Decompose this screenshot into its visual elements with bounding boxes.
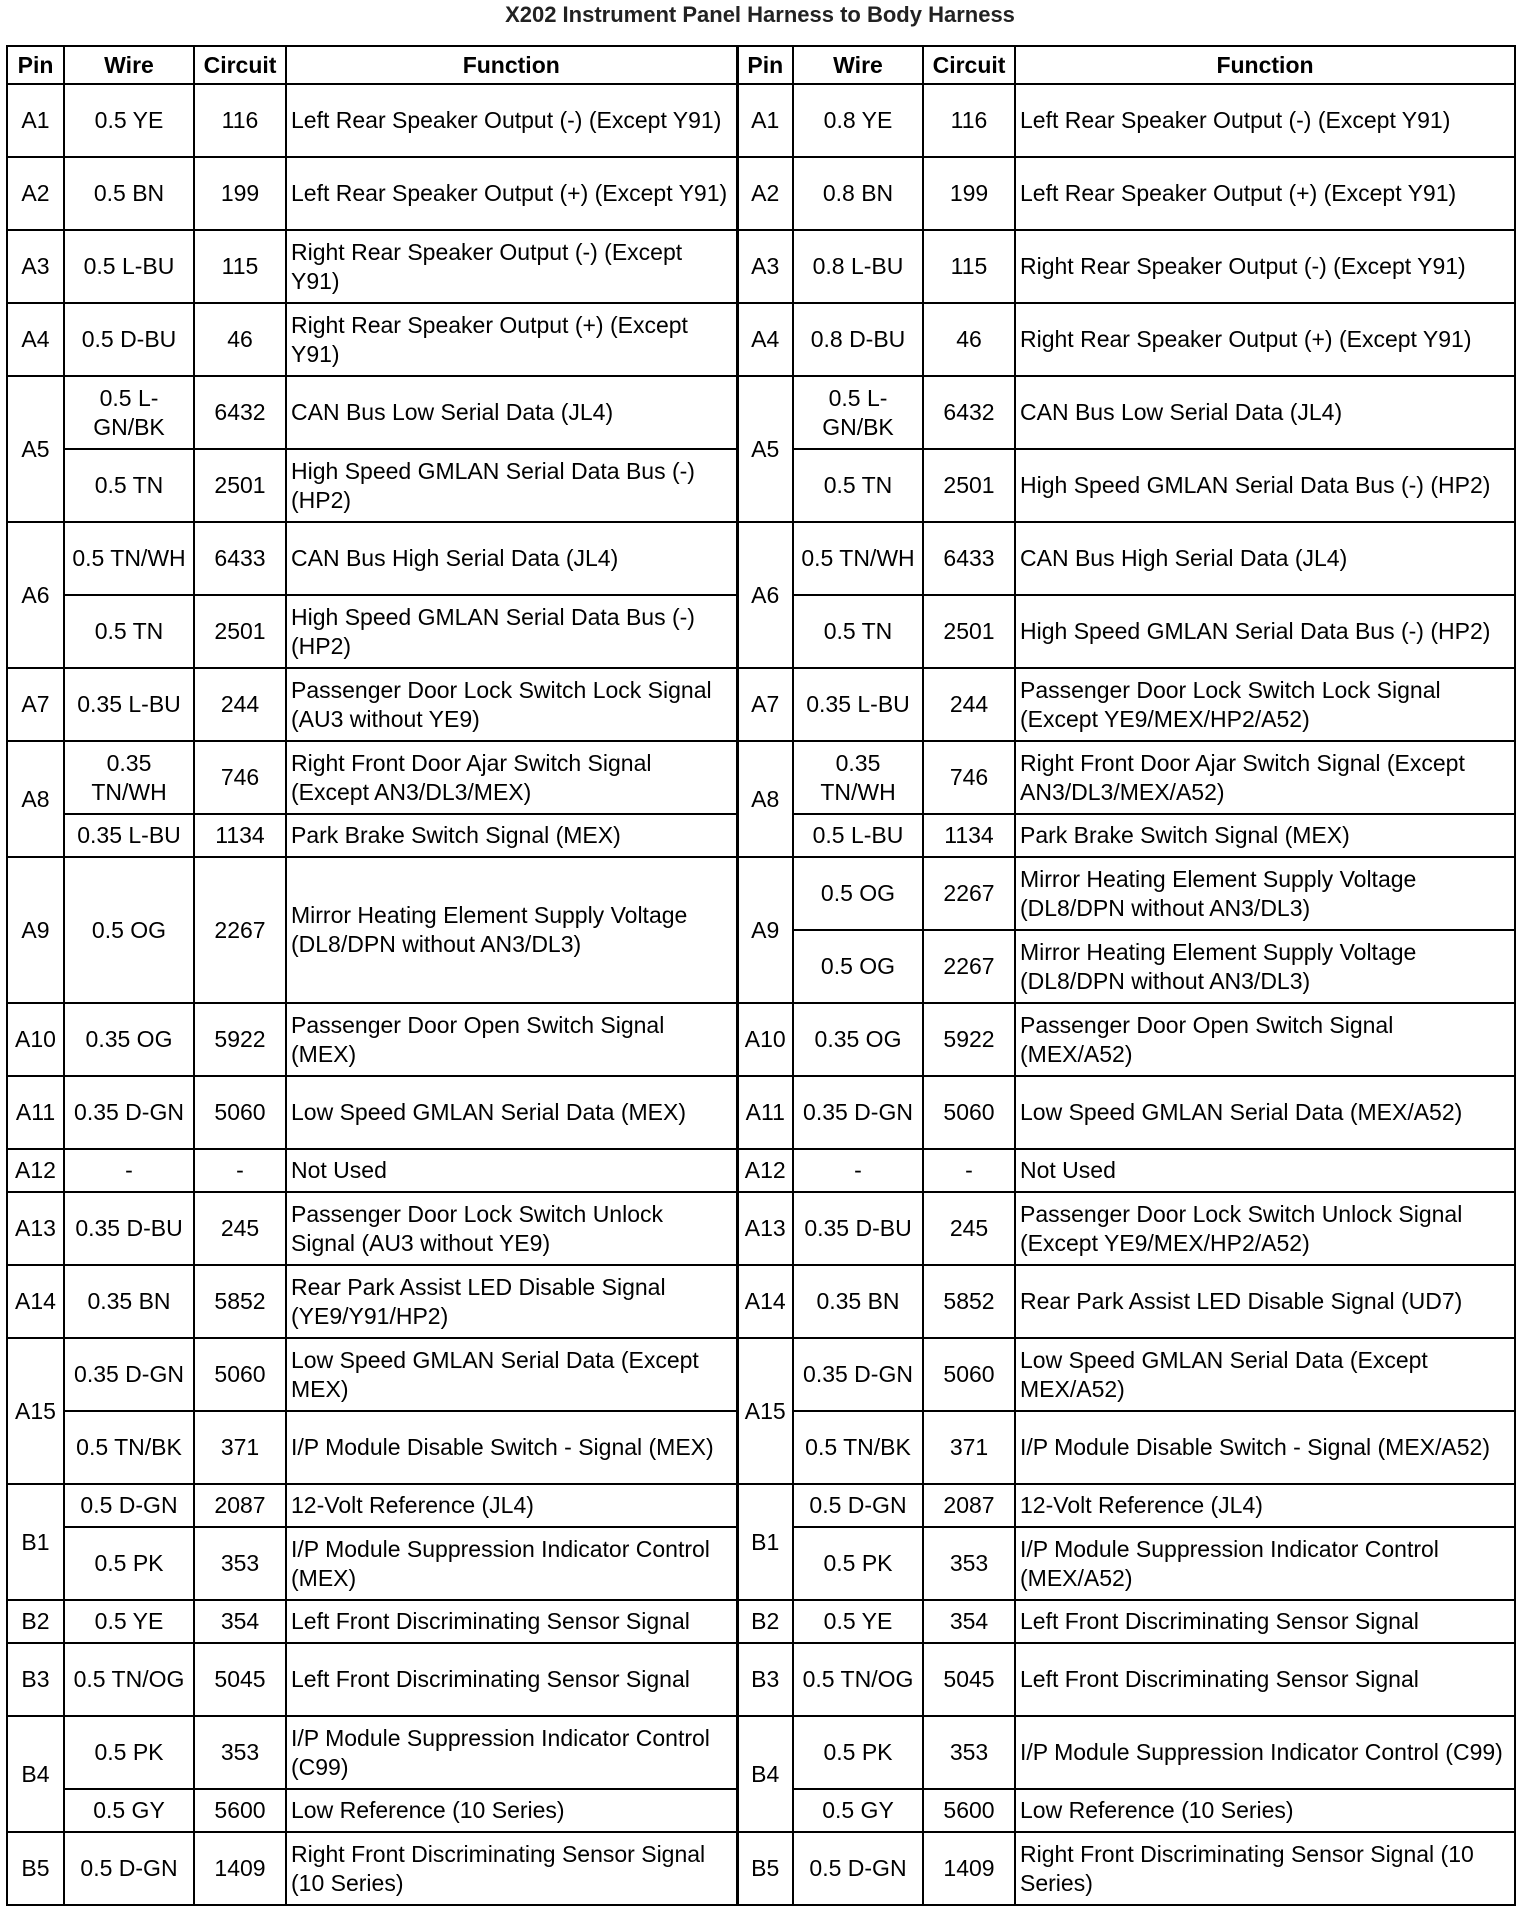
wire-cell: 0.5 GY <box>793 1789 923 1832</box>
pin-cell: A6 <box>737 522 793 668</box>
circuit-cell: 6432 <box>923 376 1015 449</box>
function-cell: Left Front Discriminating Sensor Signal <box>286 1600 737 1643</box>
wire-cell: 0.5 L-GN/BK <box>793 376 923 449</box>
circuit-cell: 5045 <box>194 1643 286 1716</box>
wire-cell: 0.5 L-GN/BK <box>64 376 194 449</box>
function-cell: Low Speed GMLAN Serial Data (Except MEX/A52) <box>1015 1338 1515 1411</box>
wire-cell: - <box>793 1149 923 1192</box>
table-row <box>7 741 1515 814</box>
function-cell: Passenger Door Lock Switch Unlock Signal (AU3 without YE9) <box>286 1192 737 1265</box>
function-cell: I/P Module Suppression Indicator Control (MEX) <box>286 1527 737 1600</box>
table-row <box>7 1192 1515 1265</box>
function-cell: CAN Bus High Serial Data (JL4) <box>1015 522 1515 595</box>
wire-cell: 0.35 BN <box>793 1265 923 1338</box>
pin-cell: A5 <box>7 376 64 522</box>
pin-cell: A10 <box>7 1003 64 1076</box>
circuit-cell: 116 <box>923 84 1015 157</box>
function-cell: 12-Volt Reference (JL4) <box>286 1484 737 1527</box>
wire-cell: 0.35 D-BU <box>64 1192 194 1265</box>
function-cell: Left Front Discriminating Sensor Signal <box>1015 1600 1515 1643</box>
circuit-cell: 245 <box>194 1192 286 1265</box>
circuit-cell: 746 <box>194 741 286 814</box>
wire-cell: 0.5 D-GN <box>793 1484 923 1527</box>
function-cell: High Speed GMLAN Serial Data Bus (-) (HP2) <box>1015 595 1515 668</box>
function-cell: Right Rear Speaker Output (+) (Except Y91) <box>286 303 737 376</box>
circuit-cell: 5600 <box>194 1789 286 1832</box>
pin-cell: A3 <box>737 230 793 303</box>
pin-cell: B2 <box>737 1600 793 1643</box>
circuit-cell: 353 <box>194 1527 286 1600</box>
function-cell: Passenger Door Lock Switch Lock Signal (AU3 without YE9) <box>286 668 737 741</box>
circuit-cell: - <box>923 1149 1015 1192</box>
function-cell: Park Brake Switch Signal (MEX) <box>1015 814 1515 857</box>
wire-cell: 0.5 BN <box>64 157 194 230</box>
function-cell: I/P Module Disable Switch - Signal (MEX/A52) <box>1015 1411 1515 1484</box>
wire-cell: 0.5 TN/BK <box>793 1411 923 1484</box>
circuit-cell: 353 <box>923 1527 1015 1600</box>
header-row <box>7 46 1515 84</box>
pin-cell: A7 <box>737 668 793 741</box>
function-cell: Right Rear Speaker Output (-) (Except Y91) <box>1015 230 1515 303</box>
circuit-cell: 245 <box>923 1192 1015 1265</box>
wire-cell: 0.5 D-GN <box>64 1832 194 1905</box>
wire-cell: 0.5 D-GN <box>793 1832 923 1905</box>
wire-cell: 0.5 PK <box>64 1527 194 1600</box>
wire-cell: 0.35 L-BU <box>793 668 923 741</box>
function-cell: I/P Module Disable Switch - Signal (MEX) <box>286 1411 737 1484</box>
circuit-cell: 199 <box>923 157 1015 230</box>
wire-cell: 0.5 PK <box>793 1527 923 1600</box>
circuit-cell: 6433 <box>923 522 1015 595</box>
pin-cell: A13 <box>7 1192 64 1265</box>
header-circuit: Circuit <box>923 46 1015 84</box>
circuit-cell: 199 <box>194 157 286 230</box>
function-cell: Right Front Door Ajar Switch Signal (Except AN3/DL3/MEX) <box>286 741 737 814</box>
function-cell: Left Rear Speaker Output (+) (Except Y91) <box>286 157 737 230</box>
wire-cell: 0.8 YE <box>793 84 923 157</box>
function-cell: Mirror Heating Element Supply Voltage (DL8/DPN without AN3/DL3) <box>1015 857 1515 930</box>
circuit-cell: 371 <box>923 1411 1015 1484</box>
header-function: Function <box>1015 46 1515 84</box>
function-cell: Rear Park Assist LED Disable Signal (YE9/Y91/HP2) <box>286 1265 737 1338</box>
table-row <box>7 1643 1515 1716</box>
circuit-cell: 5060 <box>923 1076 1015 1149</box>
function-cell: Low Speed GMLAN Serial Data (MEX/A52) <box>1015 1076 1515 1149</box>
function-cell: Passenger Door Open Switch Signal (MEX/A52) <box>1015 1003 1515 1076</box>
pin-cell: A14 <box>7 1265 64 1338</box>
function-cell: Passenger Door Open Switch Signal (MEX) <box>286 1003 737 1076</box>
function-cell: Park Brake Switch Signal (MEX) <box>286 814 737 857</box>
function-cell: CAN Bus Low Serial Data (JL4) <box>1015 376 1515 449</box>
wire-cell: 0.5 TN/OG <box>793 1643 923 1716</box>
header-pin: Pin <box>7 46 64 84</box>
circuit-cell: 5852 <box>194 1265 286 1338</box>
pin-cell: A9 <box>7 857 64 1003</box>
function-cell: Left Rear Speaker Output (-) (Except Y91) <box>1015 84 1515 157</box>
function-cell: Right Rear Speaker Output (+) (Except Y91) <box>1015 303 1515 376</box>
circuit-cell: 2087 <box>923 1484 1015 1527</box>
function-cell: High Speed GMLAN Serial Data Bus (-) (HP2) <box>286 595 737 668</box>
circuit-cell: 1134 <box>923 814 1015 857</box>
function-cell: Low Speed GMLAN Serial Data (MEX) <box>286 1076 737 1149</box>
wire-cell: 0.5 PK <box>793 1716 923 1789</box>
circuit-cell: 244 <box>194 668 286 741</box>
circuit-cell: 5922 <box>194 1003 286 1076</box>
circuit-cell: 2087 <box>194 1484 286 1527</box>
pin-cell: A9 <box>737 857 793 1003</box>
circuit-cell: 116 <box>194 84 286 157</box>
table-row <box>7 230 1515 303</box>
circuit-cell: 2267 <box>194 857 286 1003</box>
circuit-cell: 2267 <box>923 930 1015 1003</box>
circuit-cell: 2501 <box>923 595 1015 668</box>
wire-cell: 0.5 TN <box>64 595 194 668</box>
connector-table <box>6 45 1516 1906</box>
table-row <box>7 1832 1515 1905</box>
circuit-cell: 5045 <box>923 1643 1015 1716</box>
circuit-cell: 1134 <box>194 814 286 857</box>
pin-cell: B4 <box>7 1716 64 1832</box>
circuit-cell: - <box>194 1149 286 1192</box>
pin-cell: A10 <box>737 1003 793 1076</box>
header-function: Function <box>286 46 737 84</box>
wire-cell: 0.5 TN/OG <box>64 1643 194 1716</box>
pin-cell: B3 <box>737 1643 793 1716</box>
wire-cell: 0.35 TN/WH <box>793 741 923 814</box>
function-cell: Right Front Discriminating Sensor Signal (10 Series) <box>286 1832 737 1905</box>
wire-cell: 0.35 D-GN <box>793 1338 923 1411</box>
circuit-cell: 2267 <box>923 857 1015 930</box>
wire-cell: 0.5 TN/WH <box>793 522 923 595</box>
circuit-cell: 354 <box>923 1600 1015 1643</box>
wire-cell: 0.5 L-BU <box>793 814 923 857</box>
wire-cell: 0.5 L-BU <box>64 230 194 303</box>
table-row <box>7 376 1515 449</box>
function-cell: Rear Park Assist LED Disable Signal (UD7) <box>1015 1265 1515 1338</box>
wire-cell: 0.8 D-BU <box>793 303 923 376</box>
table-row <box>7 1003 1515 1076</box>
table-row <box>7 1149 1515 1192</box>
header-pin: Pin <box>737 46 793 84</box>
circuit-cell: 5060 <box>194 1076 286 1149</box>
pin-cell: A11 <box>737 1076 793 1149</box>
circuit-cell: 46 <box>194 303 286 376</box>
circuit-cell: 353 <box>923 1716 1015 1789</box>
page-title: X202 Instrument Panel Harness to Body Harness <box>505 2 1015 27</box>
pin-cell: A5 <box>737 376 793 522</box>
function-cell: High Speed GMLAN Serial Data Bus (-) (HP2) <box>286 449 737 522</box>
function-cell: CAN Bus Low Serial Data (JL4) <box>286 376 737 449</box>
wire-cell: 0.8 L-BU <box>793 230 923 303</box>
function-cell: Low Reference (10 Series) <box>1015 1789 1515 1832</box>
header-circuit: Circuit <box>194 46 286 84</box>
wire-cell: - <box>64 1149 194 1192</box>
wire-cell: 0.35 OG <box>64 1003 194 1076</box>
pin-cell: B1 <box>7 1484 64 1600</box>
circuit-cell: 371 <box>194 1411 286 1484</box>
pin-cell: A7 <box>7 668 64 741</box>
function-cell: I/P Module Suppression Indicator Control (C99) <box>1015 1716 1515 1789</box>
wire-cell: 0.8 BN <box>793 157 923 230</box>
circuit-cell: 5600 <box>923 1789 1015 1832</box>
wire-cell: 0.35 D-GN <box>64 1076 194 1149</box>
function-cell: Left Rear Speaker Output (-) (Except Y91) <box>286 84 737 157</box>
pin-cell: B2 <box>7 1600 64 1643</box>
wire-cell: 0.35 BN <box>64 1265 194 1338</box>
table-row <box>7 84 1515 157</box>
function-cell: I/P Module Suppression Indicator Control (C99) <box>286 1716 737 1789</box>
wire-cell: 0.35 L-BU <box>64 668 194 741</box>
wire-cell: 0.5 PK <box>64 1716 194 1789</box>
table-row <box>7 1076 1515 1149</box>
function-cell: Left Front Discriminating Sensor Signal <box>1015 1643 1515 1716</box>
wire-cell: 0.35 OG <box>793 1003 923 1076</box>
wire-cell: 0.35 D-GN <box>64 1338 194 1411</box>
function-cell: High Speed GMLAN Serial Data Bus (-) (HP2) <box>1015 449 1515 522</box>
header-wire: Wire <box>64 46 194 84</box>
pin-cell: A15 <box>7 1338 64 1484</box>
pin-cell: A12 <box>7 1149 64 1192</box>
circuit-cell: 5922 <box>923 1003 1015 1076</box>
function-cell: Passenger Door Lock Switch Unlock Signal (Except YE9/MEX/HP2/A52) <box>1015 1192 1515 1265</box>
pin-cell: A4 <box>7 303 64 376</box>
circuit-cell: 353 <box>194 1716 286 1789</box>
circuit-cell: 1409 <box>194 1832 286 1905</box>
circuit-cell: 244 <box>923 668 1015 741</box>
table-row <box>7 157 1515 230</box>
pin-cell: A15 <box>737 1338 793 1484</box>
wire-cell: 0.5 GY <box>64 1789 194 1832</box>
pin-cell: B5 <box>737 1832 793 1905</box>
function-cell: Right Front Door Ajar Switch Signal (Except AN3/DL3/MEX/A52) <box>1015 741 1515 814</box>
function-cell: I/P Module Suppression Indicator Control (MEX/A52) <box>1015 1527 1515 1600</box>
pin-cell: A8 <box>737 741 793 857</box>
circuit-cell: 46 <box>923 303 1015 376</box>
wire-cell: 0.5 YE <box>64 1600 194 1643</box>
table-row <box>7 303 1515 376</box>
function-cell: Right Front Discriminating Sensor Signal (10 Series) <box>1015 1832 1515 1905</box>
function-cell: Right Rear Speaker Output (-) (Except Y91) <box>286 230 737 303</box>
pin-cell: A13 <box>737 1192 793 1265</box>
circuit-cell: 354 <box>194 1600 286 1643</box>
pin-cell: B4 <box>737 1716 793 1832</box>
pin-cell: A8 <box>7 741 64 857</box>
table-row <box>7 1338 1515 1411</box>
function-cell: Not Used <box>1015 1149 1515 1192</box>
wire-cell: 0.5 YE <box>64 84 194 157</box>
wire-cell: 0.35 D-BU <box>793 1192 923 1265</box>
table-row <box>7 1600 1515 1643</box>
pin-cell: B3 <box>7 1643 64 1716</box>
pin-cell: A14 <box>737 1265 793 1338</box>
function-cell: Low Reference (10 Series) <box>286 1789 737 1832</box>
circuit-cell: 5060 <box>923 1338 1015 1411</box>
wire-cell: 0.5 TN/WH <box>64 522 194 595</box>
table-row <box>7 1484 1515 1527</box>
function-cell: Mirror Heating Element Supply Voltage (DL8/DPN without AN3/DL3) <box>286 857 737 1003</box>
circuit-cell: 2501 <box>194 449 286 522</box>
pin-cell: A2 <box>7 157 64 230</box>
function-cell: Mirror Heating Element Supply Voltage (DL8/DPN without AN3/DL3) <box>1015 930 1515 1003</box>
function-cell: Low Speed GMLAN Serial Data (Except MEX) <box>286 1338 737 1411</box>
wire-cell: 0.5 TN <box>793 595 923 668</box>
wire-cell: 0.5 OG <box>64 857 194 1003</box>
table-row <box>7 1716 1515 1789</box>
table-row <box>7 668 1515 741</box>
circuit-cell: 746 <box>923 741 1015 814</box>
function-cell: Not Used <box>286 1149 737 1192</box>
wire-cell: 0.35 TN/WH <box>64 741 194 814</box>
pin-cell: A1 <box>7 84 64 157</box>
circuit-cell: 115 <box>194 230 286 303</box>
table-row <box>7 1265 1515 1338</box>
wire-cell: 0.5 D-BU <box>64 303 194 376</box>
circuit-cell: 5852 <box>923 1265 1015 1338</box>
wire-cell: 0.5 OG <box>793 930 923 1003</box>
function-cell: CAN Bus High Serial Data (JL4) <box>286 522 737 595</box>
function-cell: Left Rear Speaker Output (+) (Except Y91) <box>1015 157 1515 230</box>
wire-cell: 0.35 D-GN <box>793 1076 923 1149</box>
pin-cell: B5 <box>7 1832 64 1905</box>
circuit-cell: 5060 <box>194 1338 286 1411</box>
wire-cell: 0.5 D-GN <box>64 1484 194 1527</box>
pin-cell: B1 <box>737 1484 793 1600</box>
pin-cell: A4 <box>737 303 793 376</box>
wire-cell: 0.5 YE <box>793 1600 923 1643</box>
table-row <box>7 522 1515 595</box>
wire-cell: 0.5 TN/BK <box>64 1411 194 1484</box>
pin-cell: A11 <box>7 1076 64 1149</box>
wire-cell: 0.5 TN <box>793 449 923 522</box>
pin-cell: A1 <box>737 84 793 157</box>
function-cell: 12-Volt Reference (JL4) <box>1015 1484 1515 1527</box>
circuit-cell: 6433 <box>194 522 286 595</box>
circuit-cell: 115 <box>923 230 1015 303</box>
pin-cell: A3 <box>7 230 64 303</box>
wire-cell: 0.5 TN <box>64 449 194 522</box>
pin-cell: A6 <box>7 522 64 668</box>
circuit-cell: 1409 <box>923 1832 1015 1905</box>
pin-cell: A2 <box>737 157 793 230</box>
pin-cell: A12 <box>737 1149 793 1192</box>
table-row <box>7 857 1515 930</box>
wire-cell: 0.35 L-BU <box>64 814 194 857</box>
wire-cell: 0.5 OG <box>793 857 923 930</box>
header-wire: Wire <box>793 46 923 84</box>
circuit-cell: 2501 <box>194 595 286 668</box>
function-cell: Passenger Door Lock Switch Lock Signal (Except YE9/MEX/HP2/A52) <box>1015 668 1515 741</box>
circuit-cell: 2501 <box>923 449 1015 522</box>
circuit-cell: 6432 <box>194 376 286 449</box>
function-cell: Left Front Discriminating Sensor Signal <box>286 1643 737 1716</box>
